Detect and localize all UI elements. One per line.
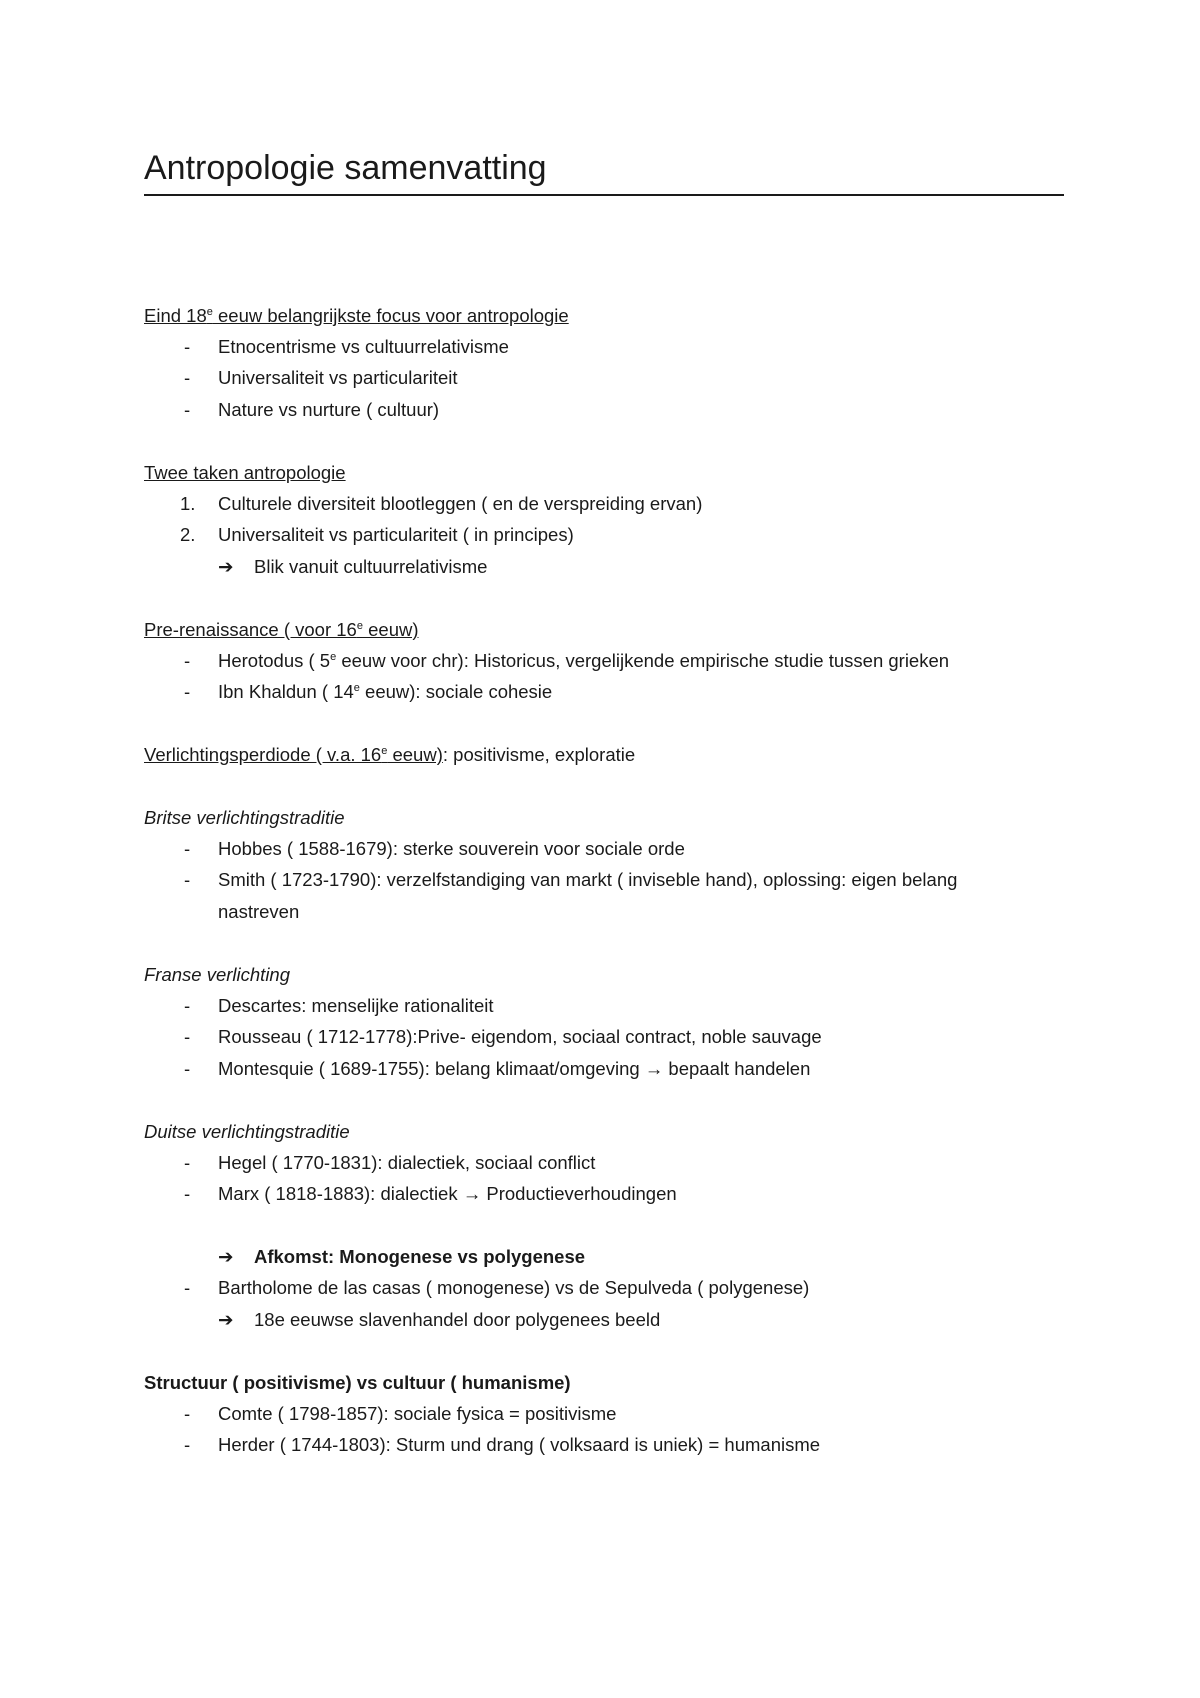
arrow-icon: ➔ <box>218 1309 234 1330</box>
dash-marker: - <box>184 650 191 671</box>
list-item-text: Culturele diversiteit blootleggen ( en de verspreiding ervan) <box>218 493 703 514</box>
superscript: e <box>381 744 388 757</box>
dash-marker: - <box>184 681 191 702</box>
dash-marker: - <box>184 1403 191 1424</box>
arrow-item-text: Blik vanuit cultuurrelativisme <box>254 556 488 577</box>
dash-marker: - <box>184 1058 191 1079</box>
list-item-text: Nature vs nurture ( cultuur) <box>218 399 440 420</box>
section-heading-tasks: Twee taken antropologie <box>144 462 346 483</box>
dash-marker: - <box>184 367 191 388</box>
heading-text: Eind 18 <box>144 305 207 326</box>
section-heading-britse: Britse verlichtingstraditie <box>144 807 345 828</box>
dash-marker: - <box>184 1434 191 1455</box>
superscript: e <box>330 650 337 663</box>
heading-text: eeuw) <box>387 744 443 765</box>
list-item-text <box>218 680 552 704</box>
section-heading-structuur: Structuur ( positivisme) vs cultuur ( humanisme) <box>144 1372 571 1393</box>
dash-marker: - <box>184 869 191 890</box>
dash-marker: - <box>184 1026 191 1047</box>
list-item-text: Hobbes ( 1588-1679): sterke souverein voor sociale orde <box>218 838 685 859</box>
list-item-text: Bartholome de las casas ( monogenese) vs de Sepulveda ( polygenese) <box>218 1277 810 1298</box>
number-marker: 2. <box>180 524 196 545</box>
text-part: Herotodus ( 5 <box>218 650 331 671</box>
dash-marker: - <box>184 995 191 1016</box>
dash-marker: - <box>184 1183 191 1204</box>
superscript: e <box>206 305 213 318</box>
superscript: e <box>356 619 363 632</box>
list-item-text: Montesquie ( 1689-1755): belang klimaat/omgeving → bepaalt handelen <box>218 1058 811 1079</box>
list-item-text: Universaliteit vs particulariteit ( in principes) <box>218 524 574 545</box>
section-heading-focus <box>144 304 569 328</box>
text-part: eeuw): sociale cohesie <box>359 681 553 702</box>
list-item-text: nastreven <box>218 901 300 922</box>
list-item-text: Universaliteit vs particulariteit <box>218 367 458 388</box>
heading-rest: : positivisme, exploratie <box>442 744 636 765</box>
text-part: eeuw voor chr): Historicus, vergelijkende empirische studie tussen grieken <box>336 650 950 671</box>
text-part: Ibn Khaldun ( 14 <box>218 681 354 702</box>
section-heading-duitse: Duitse verlichtingstraditie <box>144 1121 350 1142</box>
list-item-text: Herder ( 1744-1803): Sturm und drang ( volksaard is uniek) = humanisme <box>218 1434 821 1455</box>
dash-marker: - <box>184 336 191 357</box>
heading-text: Pre-renaissance ( voor 16 <box>144 619 357 640</box>
number-marker: 1. <box>180 493 196 514</box>
arrow-item-text: 18e eeuwse slavenhandel door polygenees beeld <box>254 1309 661 1330</box>
list-item-text: Smith ( 1723-1790): verzelfstandiging van markt ( inviseble hand), oplossing: eigen belang <box>218 869 958 890</box>
section-heading-pre-renaissance <box>144 618 419 642</box>
heading-underlined <box>144 744 443 765</box>
dash-marker: - <box>184 1152 191 1173</box>
section-heading-franse: Franse verlichting <box>144 964 291 985</box>
heading-text: eeuw belangrijkste focus voor antropologie <box>212 305 569 326</box>
heading-text: Verlichtingsperdiode ( v.a. 16 <box>144 744 382 765</box>
arrow-icon: ➔ <box>218 1246 234 1267</box>
list-item-text: Marx ( 1818-1883): dialectiek → Productieverhoudingen <box>218 1183 677 1204</box>
section-heading-verlichting <box>144 743 635 767</box>
list-item-text: Rousseau ( 1712-1778):Prive- eigendom, sociaal contract, noble sauvage <box>218 1026 822 1047</box>
list-item-text: Hegel ( 1770-1831): dialectiek, sociaal conflict <box>218 1152 596 1173</box>
page-title: Antropologie samenvatting <box>144 146 1064 196</box>
list-item-text: Comte ( 1798-1857): sociale fysica = positivisme <box>218 1403 617 1424</box>
list-item-text: Etnocentrisme vs cultuurrelativisme <box>218 336 509 357</box>
list-item-text <box>218 649 949 673</box>
dash-marker: - <box>184 838 191 859</box>
arrow-icon: ➔ <box>218 556 234 577</box>
superscript: e <box>353 681 360 694</box>
arrow-item-text: Afkomst: Monogenese vs polygenese <box>254 1246 586 1267</box>
dash-marker: - <box>184 1277 191 1298</box>
heading-text: eeuw) <box>362 619 419 640</box>
dash-marker: - <box>184 399 191 420</box>
list-item-text: Descartes: menselijke rationaliteit <box>218 995 494 1016</box>
